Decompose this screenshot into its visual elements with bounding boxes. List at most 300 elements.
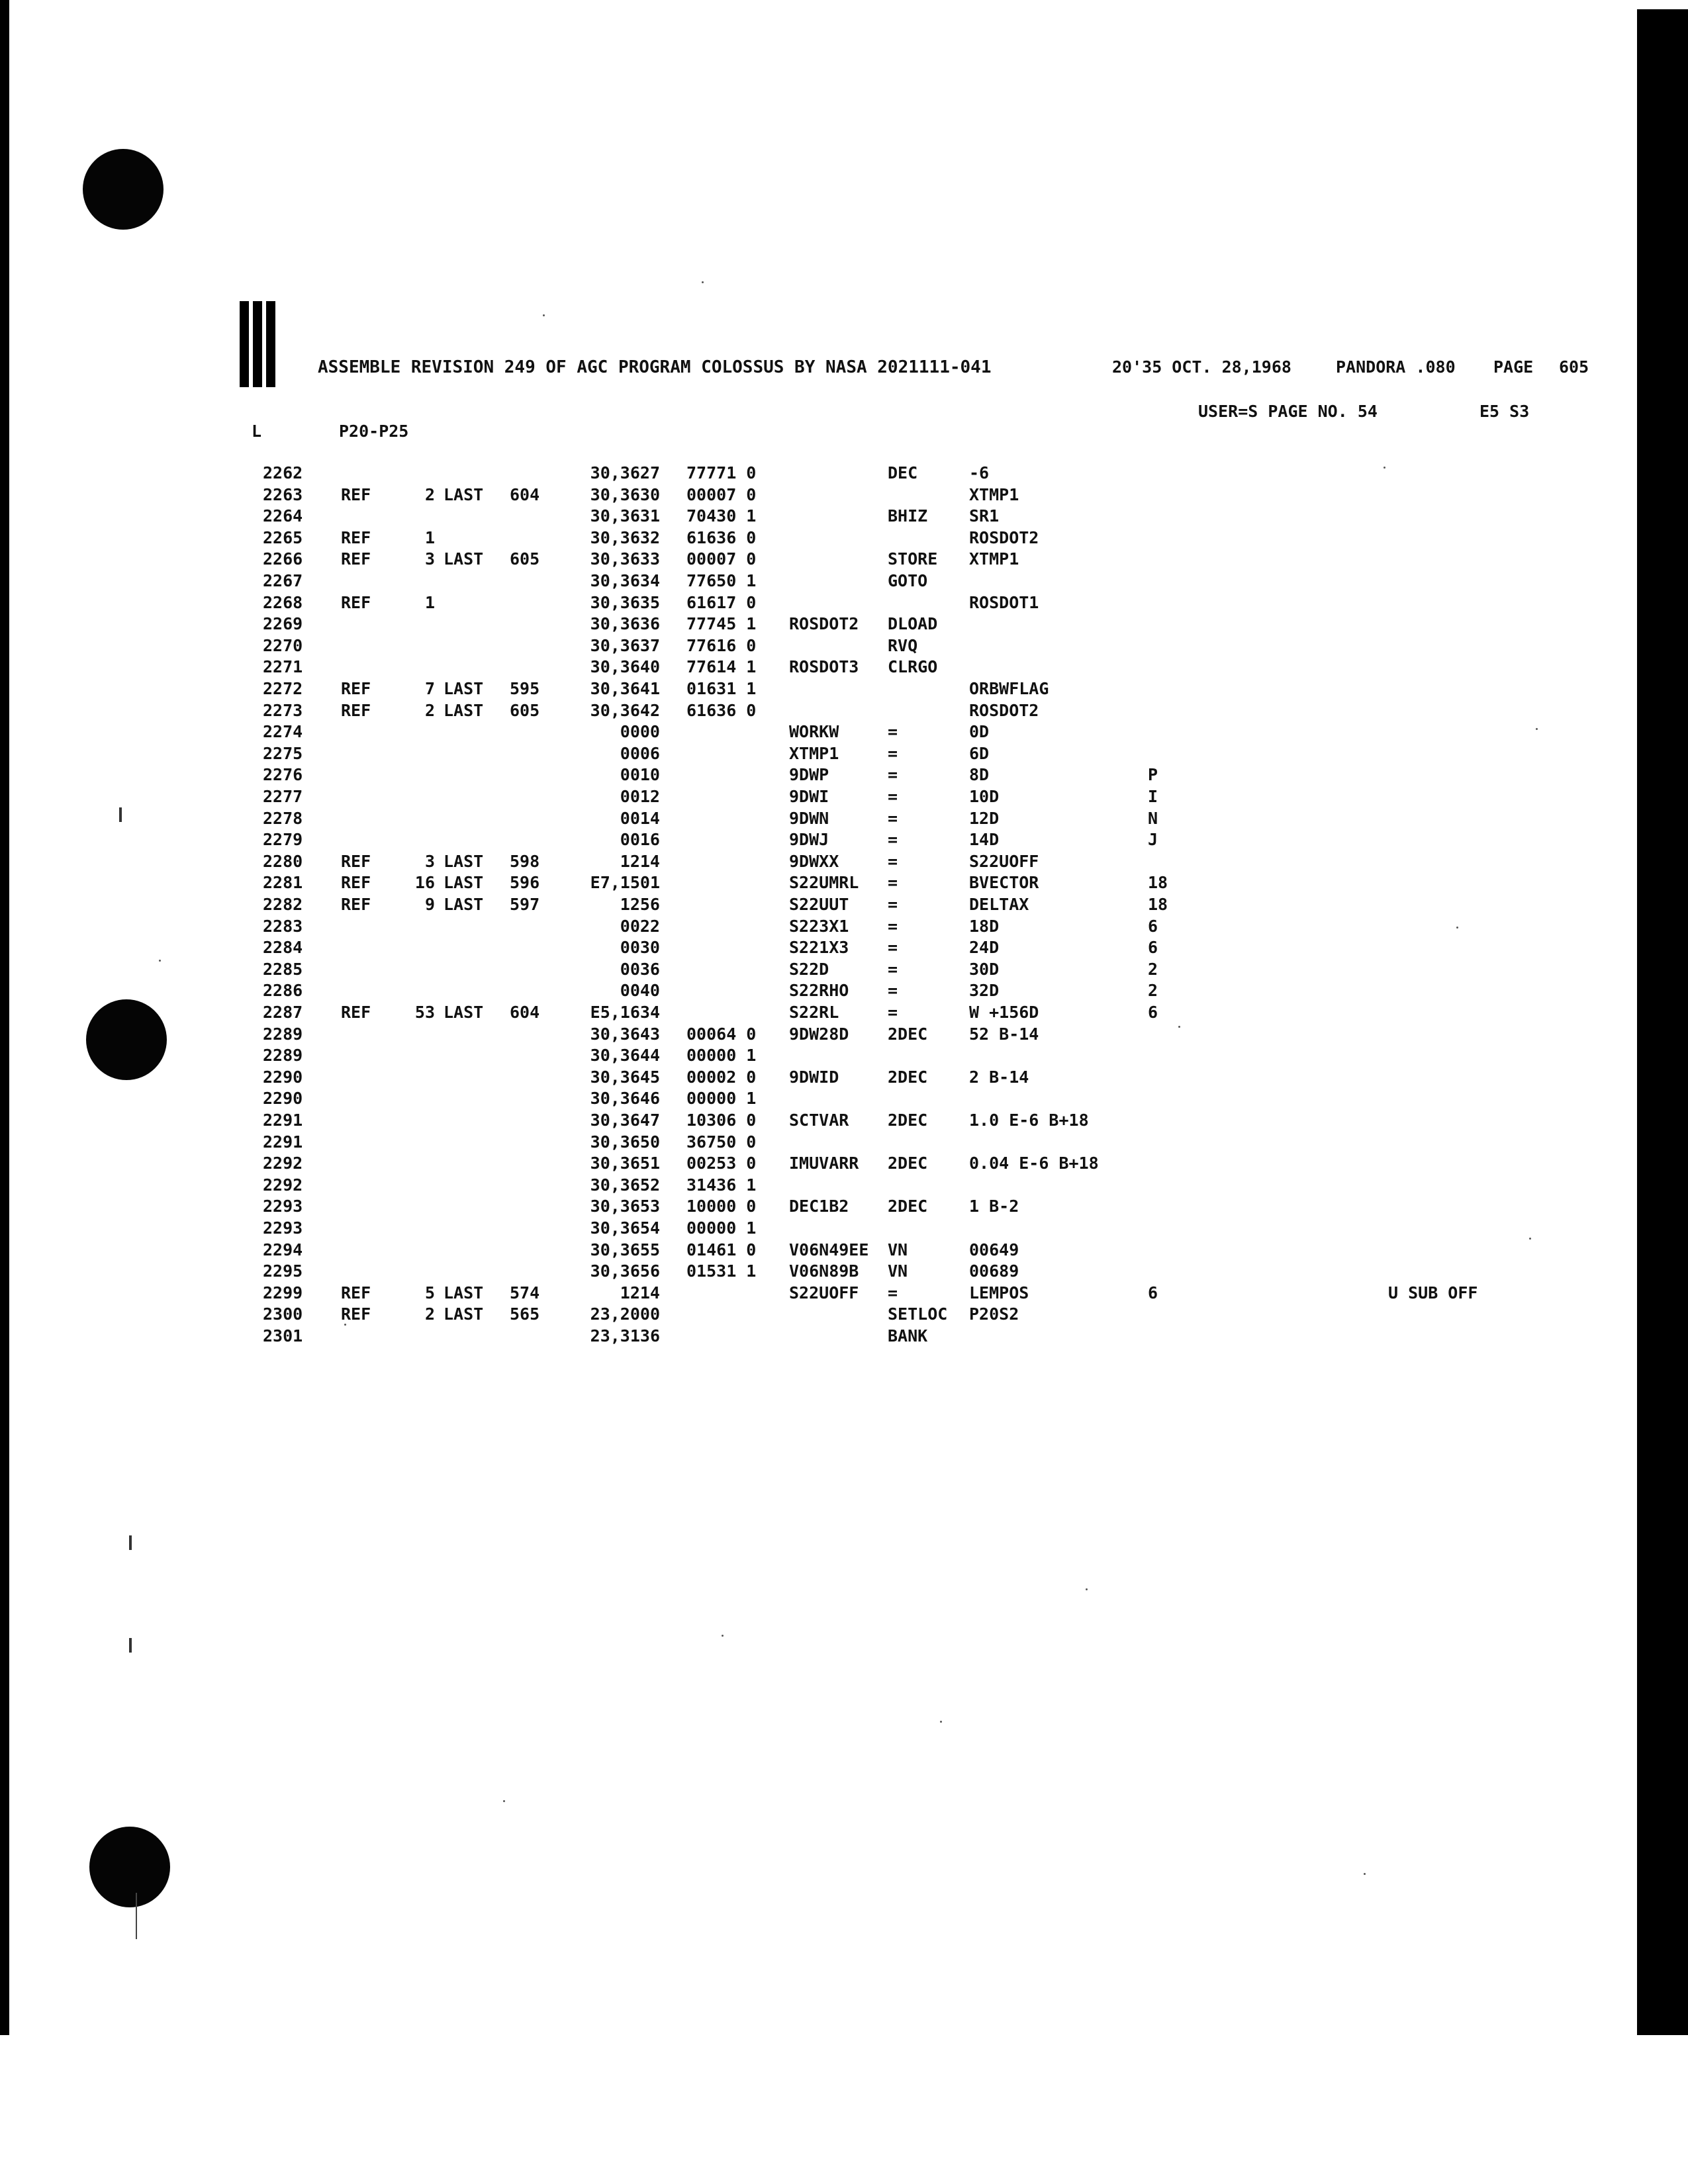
extra-field: P	[1148, 765, 1158, 785]
label: WORKW	[789, 722, 839, 742]
line-number: 2292	[263, 1154, 303, 1173]
extra-field: J	[1148, 830, 1158, 850]
listing-row	[263, 895, 1600, 917]
scan-mark	[119, 807, 122, 822]
octal-word: 61636 0	[686, 700, 757, 720]
line-number: 2263	[263, 484, 303, 504]
header-timestamp: 20'35 OCT. 28,1968	[1112, 357, 1291, 377]
line-number: 2278	[263, 808, 303, 828]
scan-speck	[1536, 728, 1538, 730]
label: S22UOFF	[789, 1283, 859, 1302]
label: S22D	[789, 959, 829, 979]
line-number: 2291	[263, 1132, 303, 1152]
address: 30,3627	[590, 463, 660, 482]
label: S22RHO	[789, 981, 849, 1001]
address: 1256	[620, 895, 660, 914]
opcode: =	[888, 873, 898, 893]
listing-row	[263, 614, 1600, 636]
opcode: BHIZ	[888, 506, 928, 526]
octal-word: 31436 1	[686, 1175, 757, 1195]
octal-word: 00000 1	[686, 1218, 757, 1238]
operand: 30D	[969, 959, 1000, 979]
octal-word: 61636 0	[686, 527, 757, 547]
octal-word: 00064 0	[686, 1024, 757, 1044]
ref-keyword: REF	[341, 592, 371, 612]
line-number: 2266	[263, 549, 303, 569]
listing-row	[263, 981, 1600, 1003]
line-number: 2284	[263, 938, 303, 958]
address: 0012	[620, 787, 660, 806]
address: 0030	[620, 938, 660, 958]
line-number: 2295	[263, 1261, 303, 1281]
punch-hole-top	[83, 149, 164, 230]
listing-row	[263, 1003, 1600, 1024]
line-number: 2276	[263, 765, 303, 785]
address: 0016	[620, 830, 660, 850]
ref-count: 3	[424, 851, 435, 871]
ref-keyword: REF	[341, 1003, 371, 1022]
line-number: 2294	[263, 1240, 303, 1259]
scan-speck	[940, 1721, 942, 1723]
address: 30,3643	[590, 1024, 660, 1044]
comment: U SUB OFF	[1388, 1283, 1478, 1302]
last-page: 604	[510, 1003, 540, 1022]
operand: SR1	[969, 506, 1000, 526]
octal-word: 77771 0	[686, 463, 757, 482]
octal-word: 77616 0	[686, 635, 757, 655]
scan-speck	[503, 1800, 505, 1802]
octal-word: 01531 1	[686, 1261, 757, 1281]
last-keyword: LAST	[444, 700, 484, 720]
address: E7,1501	[590, 873, 660, 893]
address: 30,3653	[590, 1197, 660, 1216]
address: 30,3647	[590, 1111, 660, 1130]
label: 9DWXX	[789, 851, 839, 871]
operand: -6	[969, 463, 990, 482]
extra-field: 2	[1148, 981, 1158, 1001]
scan-speck	[1456, 927, 1458, 929]
listing-row	[263, 1197, 1600, 1218]
address: 23,2000	[590, 1304, 660, 1324]
listing-row	[263, 917, 1600, 938]
opcode: SETLOC	[888, 1304, 948, 1324]
octal-word: 00000 1	[686, 1089, 757, 1109]
operand: XTMP1	[969, 549, 1019, 569]
opcode: BANK	[888, 1326, 928, 1345]
scan-speck	[702, 281, 704, 283]
opcode: GOTO	[888, 571, 928, 590]
last-page: 595	[510, 679, 540, 698]
line-number: 2287	[263, 1003, 303, 1022]
operand: S22UOFF	[969, 851, 1039, 871]
octal-word: 36750 0	[686, 1132, 757, 1152]
opcode: =	[888, 959, 898, 979]
operand: 8D	[969, 765, 990, 785]
listing-row	[263, 787, 1600, 809]
opcode: =	[888, 830, 898, 850]
label: V06N49EE	[789, 1240, 869, 1259]
ref-count: 16	[414, 873, 435, 893]
label: 9DWP	[789, 765, 829, 785]
label: 9DWJ	[789, 830, 829, 850]
address: 30,3637	[590, 635, 660, 655]
address: 30,3644	[590, 1046, 660, 1066]
scan-speck	[1383, 467, 1385, 469]
extra-field: 6	[1148, 916, 1158, 936]
header-pandora: PANDORA .080	[1336, 357, 1456, 377]
scan-speck	[722, 1635, 724, 1637]
listing-row	[263, 744, 1600, 766]
opcode: 2DEC	[888, 1154, 928, 1173]
listing-row	[263, 549, 1600, 571]
line-number: 2262	[263, 463, 303, 482]
line-number: 2275	[263, 743, 303, 763]
ref-count: 1	[424, 592, 435, 612]
listing-row	[263, 679, 1600, 701]
line-number: 2291	[263, 1111, 303, 1130]
line-number: 2293	[263, 1218, 303, 1238]
line-number: 2290	[263, 1089, 303, 1109]
listing-row	[263, 485, 1600, 507]
listing-row	[263, 571, 1600, 593]
opcode: 2DEC	[888, 1197, 928, 1216]
line-number: 2274	[263, 722, 303, 742]
opcode: =	[888, 765, 898, 785]
address: 30,3634	[590, 571, 660, 590]
bars-mark	[240, 301, 293, 387]
operand: LEMPOS	[969, 1283, 1029, 1302]
octal-word: 01631 1	[686, 679, 757, 698]
line-number: 2283	[263, 916, 303, 936]
last-keyword: LAST	[444, 873, 484, 893]
label: IMUVARR	[789, 1154, 859, 1173]
ref-count: 9	[424, 895, 435, 914]
octal-word: 61617 0	[686, 592, 757, 612]
ref-count: 2	[424, 1304, 435, 1324]
line-number: 2268	[263, 592, 303, 612]
octal-word: 00002 0	[686, 1067, 757, 1087]
operand: P20S2	[969, 1304, 1019, 1324]
address: 30,3654	[590, 1218, 660, 1238]
scan-edge-right	[1637, 9, 1688, 2035]
label: ROSDOT2	[789, 614, 859, 634]
extra-field: 18	[1148, 873, 1168, 893]
operand: 1.0 E-6 B+18	[969, 1111, 1089, 1130]
opcode: =	[888, 981, 898, 1001]
address: 1214	[620, 851, 660, 871]
listing-row	[263, 1304, 1600, 1326]
address: 30,3650	[590, 1132, 660, 1152]
label: 9DW28D	[789, 1024, 849, 1044]
line-number: 2271	[263, 657, 303, 677]
ref-keyword: REF	[341, 1304, 371, 1324]
scan-speck	[1364, 1873, 1366, 1875]
listing-row	[263, 463, 1600, 485]
line-number: 2282	[263, 895, 303, 914]
scan-edge-left	[0, 0, 9, 2035]
opcode: 2DEC	[888, 1111, 928, 1130]
extra-field: 18	[1148, 895, 1168, 914]
line-number: 2286	[263, 981, 303, 1001]
operand: ROSDOT2	[969, 527, 1039, 547]
scan-speck	[344, 1324, 346, 1326]
scan-speck	[543, 314, 545, 316]
ref-keyword: REF	[341, 484, 371, 504]
address: 0000	[620, 722, 660, 742]
scan-mark	[136, 1893, 137, 1939]
operand: 14D	[969, 830, 1000, 850]
line-number: 2289	[263, 1046, 303, 1066]
operand: 2 B-14	[969, 1067, 1029, 1087]
operand: XTMP1	[969, 484, 1019, 504]
line-number: 2269	[263, 614, 303, 634]
octal-word: 00007 0	[686, 484, 757, 504]
address: 30,3651	[590, 1154, 660, 1173]
ref-count: 5	[424, 1283, 435, 1302]
octal-word: 77745 1	[686, 614, 757, 634]
line-number: 2290	[263, 1067, 303, 1087]
operand: ROSDOT2	[969, 700, 1039, 720]
scan-speck	[1529, 1238, 1531, 1240]
label: S221X3	[789, 938, 849, 958]
listing-row	[263, 809, 1600, 831]
line-number: 2285	[263, 959, 303, 979]
ref-keyword: REF	[341, 851, 371, 871]
last-page: 565	[510, 1304, 540, 1324]
listing-row	[263, 1068, 1600, 1089]
listing-row	[263, 1175, 1600, 1197]
ref-count: 2	[424, 484, 435, 504]
last-page: 598	[510, 851, 540, 871]
label: 9DWI	[789, 787, 829, 806]
ref-count: 53	[414, 1003, 435, 1022]
listing-row	[263, 1283, 1600, 1305]
octal-word: 70430 1	[686, 506, 757, 526]
listing-row	[263, 1046, 1600, 1068]
address: 30,3642	[590, 700, 660, 720]
opcode: =	[888, 1283, 898, 1302]
listing-row	[263, 1089, 1600, 1111]
line-number: 2277	[263, 787, 303, 806]
listing-row	[263, 1154, 1600, 1175]
opcode: 2DEC	[888, 1067, 928, 1087]
operand: 0.04 E-6 B+18	[969, 1154, 1099, 1173]
ref-keyword: REF	[341, 700, 371, 720]
scan-speck	[1086, 1588, 1088, 1590]
line-number: 2289	[263, 1024, 303, 1044]
label: V06N89B	[789, 1261, 859, 1281]
label: S22RL	[789, 1003, 839, 1022]
operand: 52 B-14	[969, 1024, 1039, 1044]
opcode: =	[888, 743, 898, 763]
line-number: 2300	[263, 1304, 303, 1324]
operand: 24D	[969, 938, 1000, 958]
section-title: P20-P25	[339, 422, 409, 441]
octal-word: 77614 1	[686, 657, 757, 677]
line-number: 2299	[263, 1283, 303, 1302]
listing-row	[263, 1111, 1600, 1132]
last-keyword: LAST	[444, 549, 484, 569]
line-number: 2280	[263, 851, 303, 871]
listing-row	[263, 1261, 1600, 1283]
last-page: 604	[510, 484, 540, 504]
operand: W +156D	[969, 1003, 1039, 1022]
operand: 18D	[969, 916, 1000, 936]
ref-keyword: REF	[341, 895, 371, 914]
label: S223X1	[789, 916, 849, 936]
ref-keyword: REF	[341, 549, 371, 569]
ref-count: 2	[424, 700, 435, 720]
scan-speck	[159, 960, 161, 962]
operand: 10D	[969, 787, 1000, 806]
listing-row	[263, 1240, 1600, 1262]
header-page-number: 605	[1559, 357, 1589, 377]
punch-hole-bottom	[89, 1827, 170, 1907]
label: S22UMRL	[789, 873, 859, 893]
address: 0040	[620, 981, 660, 1001]
opcode: RVQ	[888, 635, 918, 655]
header-code: E5 S3	[1479, 402, 1530, 421]
extra-field: I	[1148, 787, 1158, 806]
label: XTMP1	[789, 743, 839, 763]
address: 30,3646	[590, 1089, 660, 1109]
ref-keyword: REF	[341, 527, 371, 547]
operand: BVECTOR	[969, 873, 1039, 893]
operand: DELTAX	[969, 895, 1029, 914]
listing-row	[263, 960, 1600, 981]
octal-word: 00253 0	[686, 1154, 757, 1173]
last-keyword: LAST	[444, 1283, 484, 1302]
listing-row	[263, 1024, 1600, 1046]
header-page-label: PAGE	[1493, 357, 1534, 377]
address: 0036	[620, 959, 660, 979]
opcode: =	[888, 722, 898, 742]
octal-word: 00000 1	[686, 1046, 757, 1066]
last-keyword: LAST	[444, 484, 484, 504]
operand: 6D	[969, 743, 990, 763]
address: 30,3640	[590, 657, 660, 677]
listing-row	[263, 938, 1600, 960]
opcode: =	[888, 851, 898, 871]
opcode: =	[888, 1003, 898, 1022]
extra-field: 2	[1148, 959, 1158, 979]
octal-word: 77650 1	[686, 571, 757, 590]
opcode: VN	[888, 1240, 908, 1259]
opcode: =	[888, 787, 898, 806]
listing-row	[263, 1326, 1600, 1348]
opcode: =	[888, 916, 898, 936]
octal-word: 10000 0	[686, 1197, 757, 1216]
address: 30,3630	[590, 484, 660, 504]
address: 30,3633	[590, 549, 660, 569]
last-page: 596	[510, 873, 540, 893]
last-page: 605	[510, 549, 540, 569]
line-number: 2301	[263, 1326, 303, 1345]
address: 30,3636	[590, 614, 660, 634]
extra-field: N	[1148, 808, 1158, 828]
ref-count: 7	[424, 679, 435, 698]
address: 30,3655	[590, 1240, 660, 1259]
octal-word: 01461 0	[686, 1240, 757, 1259]
label: SCTVAR	[789, 1111, 849, 1130]
line-number: 2267	[263, 571, 303, 590]
operand: 00689	[969, 1261, 1019, 1281]
extra-field: 6	[1148, 1283, 1158, 1302]
address: 30,3656	[590, 1261, 660, 1281]
listing-row	[263, 722, 1600, 744]
listing-row	[263, 593, 1600, 615]
operand: ORBWFLAG	[969, 679, 1049, 698]
address: 30,3631	[590, 506, 660, 526]
section-marker: L	[252, 422, 262, 441]
operand: ROSDOT1	[969, 592, 1039, 612]
listing-row	[263, 830, 1600, 852]
last-keyword: LAST	[444, 1304, 484, 1324]
listing-row	[263, 1218, 1600, 1240]
address: 23,3136	[590, 1326, 660, 1345]
scan-mark	[129, 1638, 132, 1653]
last-page: 597	[510, 895, 540, 914]
opcode: DLOAD	[888, 614, 938, 634]
last-keyword: LAST	[444, 895, 484, 914]
line-number: 2281	[263, 873, 303, 893]
extra-field: 6	[1148, 938, 1158, 958]
address: 0022	[620, 916, 660, 936]
assemble-header	[318, 357, 991, 377]
address: E5,1634	[590, 1003, 660, 1022]
opcode: =	[888, 938, 898, 958]
operand: 1 B-2	[969, 1197, 1019, 1216]
octal-word: 10306 0	[686, 1111, 757, 1130]
address: 30,3641	[590, 679, 660, 698]
line-number: 2273	[263, 700, 303, 720]
listing-row	[263, 765, 1600, 787]
line-number: 2279	[263, 830, 303, 850]
last-keyword: LAST	[444, 1003, 484, 1022]
opcode: CLRGO	[888, 657, 938, 677]
octal-word: 00007 0	[686, 549, 757, 569]
address: 30,3645	[590, 1067, 660, 1087]
address: 1214	[620, 1283, 660, 1302]
last-keyword: LAST	[444, 679, 484, 698]
last-page: 605	[510, 700, 540, 720]
listing-row	[263, 873, 1600, 895]
opcode: =	[888, 808, 898, 828]
opcode: STORE	[888, 549, 938, 569]
operand: 12D	[969, 808, 1000, 828]
line-number: 2272	[263, 679, 303, 698]
ref-count: 3	[424, 549, 435, 569]
label: ROSDOT3	[789, 657, 859, 677]
opcode: =	[888, 895, 898, 914]
operand: 00649	[969, 1240, 1019, 1259]
address: 30,3652	[590, 1175, 660, 1195]
line-number: 2293	[263, 1197, 303, 1216]
scan-speck	[1178, 1026, 1180, 1028]
address: 30,3635	[590, 592, 660, 612]
opcode: 2DEC	[888, 1024, 928, 1044]
extra-field: 6	[1148, 1003, 1158, 1022]
listing-row	[263, 657, 1600, 679]
user-page-number: USER=S PAGE NO. 54	[1198, 402, 1378, 421]
opcode: VN	[888, 1261, 908, 1281]
address: 0006	[620, 743, 660, 763]
ref-count: 1	[424, 527, 435, 547]
header-prefix: ASSEMBLE REVISION 249 OF AGC PROGRAM COLOSSUS BY NASA 2021111-041	[318, 357, 992, 377]
listing-row	[263, 636, 1600, 658]
listing-row	[263, 528, 1600, 550]
assembly-listing	[263, 463, 1600, 1370]
